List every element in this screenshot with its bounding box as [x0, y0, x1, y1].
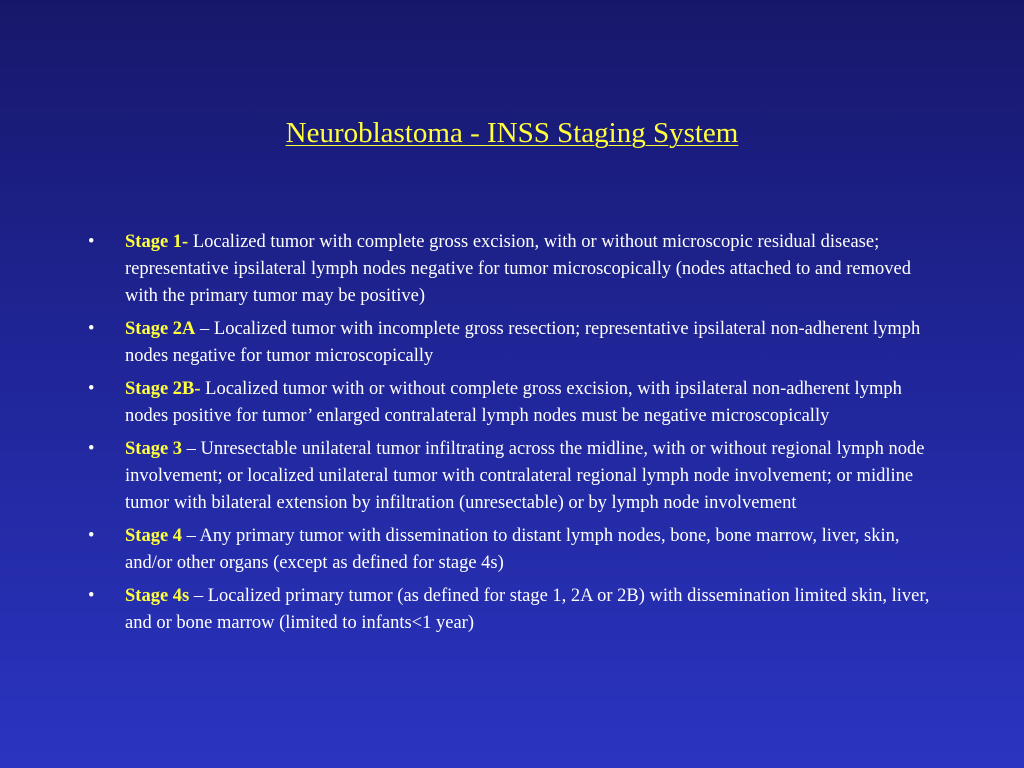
- bullet-item-stage-4s: [88, 583, 938, 637]
- bullet-item-stage-3: [88, 436, 938, 517]
- stage-description: Localized tumor with complete gross excision, with or without microscopic residual disease; representative ipsilateral lymph nodes negative for tumor microscopically (nodes attached to and removed with the primary tumor may be positive): [125, 232, 911, 306]
- stage-description: – Unresectable unilateral tumor infiltrating across the midline, with or without regional lymph node involvement; or localized unilateral tumor with contralateral regional lymph node involvement; or midline tumor with bilateral extension by infiltration (unresectable) or by lymph node involvement: [125, 439, 925, 513]
- stage-description: – Any primary tumor with dissemination to distant lymph nodes, bone, bone marrow, liver, skin, and/or other organs (except as defined for stage 4s): [125, 526, 900, 573]
- stage-description: Localized tumor with or without complete gross excision, with ipsilateral non-adherent lymph nodes positive for tumor’ enlarged contralateral lymph nodes must be negative microscopically: [125, 379, 902, 426]
- bullet-icon: •: [88, 232, 95, 252]
- stage-label: Stage 2B-: [125, 379, 201, 399]
- bullet-icon: •: [88, 586, 95, 606]
- stage-label: Stage 4: [125, 526, 183, 546]
- bullet-icon: •: [88, 439, 95, 459]
- stage-label: Stage 1-: [125, 232, 189, 252]
- bullet-item-stage-1: [88, 229, 938, 310]
- stage-description: – Localized primary tumor (as defined for stage 1, 2A or 2B) with dissemination limited skin, liver, and or bone marrow (limited to infants<1 year): [125, 586, 930, 633]
- bullet-icon: •: [88, 379, 95, 399]
- stage-label: Stage 2A: [125, 319, 196, 339]
- stage-label: Stage 4s: [125, 586, 190, 606]
- bullet-item-stage-2a: [88, 316, 938, 370]
- stage-label: Stage 3: [125, 439, 183, 459]
- stage-description: – Localized tumor with incomplete gross resection; representative ipsilateral non-adherent lymph nodes negative for tumor microscopically: [125, 319, 921, 366]
- bullet-icon: •: [88, 319, 95, 339]
- bullet-icon: •: [88, 526, 95, 546]
- staging-bullet-list: [88, 229, 938, 643]
- slide-title: Neuroblastoma - INSS Staging System: [285, 117, 739, 149]
- bullet-item-stage-2b: [88, 376, 938, 430]
- bullet-item-stage-4: [88, 523, 938, 577]
